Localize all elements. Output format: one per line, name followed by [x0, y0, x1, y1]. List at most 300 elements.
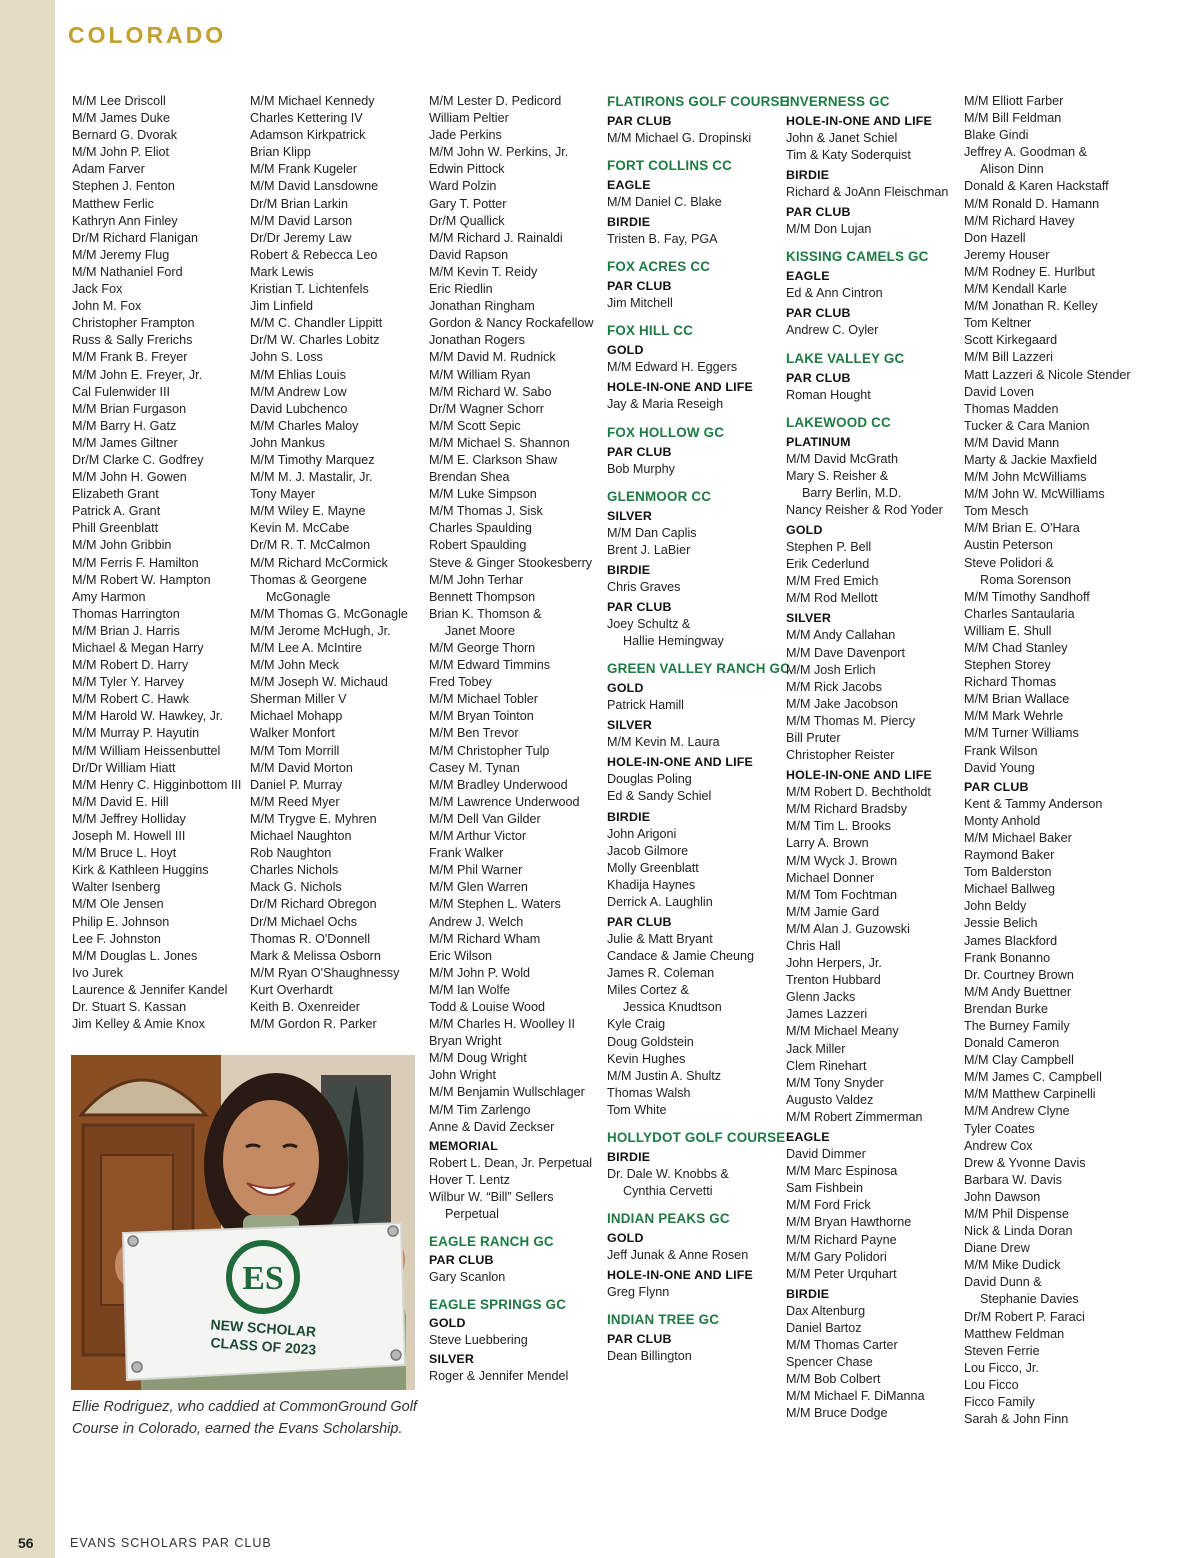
- giving-level: PAR CLUB: [786, 205, 851, 220]
- donor-name: M/M Edward H. Eggers: [607, 360, 738, 375]
- donor-name: Joey Schultz &: [607, 616, 691, 631]
- donor-name: M/M Douglas L. Jones: [72, 948, 198, 963]
- club-heading: FOX ACRES CC: [607, 259, 711, 275]
- donor-name: Bernard G. Dvorak: [72, 128, 177, 143]
- donor-name: M/M John Terhar: [429, 572, 524, 587]
- giving-level: BIRDIE: [786, 1286, 830, 1301]
- donor-name: M/M Ehlias Louis: [250, 367, 346, 382]
- donor-name: Kurt Overhardt: [250, 982, 333, 997]
- donor-name: M/M David Mann: [964, 435, 1060, 450]
- donor-name-continued: Barry Berlin, M.D.: [802, 485, 902, 500]
- donor-name: M/M C. Chandler Lippitt: [250, 316, 383, 331]
- donor-name: M/M Brian Furgason: [72, 401, 187, 416]
- donor-name: M/M John W. Perkins, Jr.: [429, 145, 569, 160]
- donor-name: M/M Brian J. Harris: [72, 623, 180, 638]
- page-number: 56: [18, 1535, 34, 1551]
- donor-name: Tom Balderston: [964, 865, 1052, 880]
- donor-name: M/M John W. McWilliams: [964, 487, 1105, 502]
- donor-name: Donald Cameron: [964, 1036, 1060, 1051]
- donor-name: M/M Tom Morrill: [250, 743, 340, 758]
- donor-name: Charles Kettering IV: [250, 111, 363, 126]
- donor-name: M/M David McGrath: [786, 451, 898, 466]
- giving-level: GOLD: [607, 1231, 644, 1246]
- donor-name: M/M Alan J. Guzowski: [786, 921, 910, 936]
- donor-name: Ficco Family: [964, 1395, 1035, 1410]
- donor-name: Roman Hought: [786, 387, 871, 402]
- giving-level: HOLE-IN-ONE AND LIFE: [607, 380, 754, 395]
- donor-name: M/M Ian Wolfe: [429, 982, 510, 997]
- giving-level: EAGLE: [786, 269, 830, 284]
- donor-name: M/M Benjamin Wullschlager: [429, 1085, 585, 1100]
- donor-name: M/M Marc Espinosa: [786, 1164, 898, 1179]
- donor-name: M/M David Lansdowne: [250, 179, 379, 194]
- donor-name: Michael Donner: [786, 870, 875, 885]
- donor-name-continued: Cynthia Cervetti: [623, 1184, 713, 1199]
- donor-name: Jack Miller: [786, 1041, 846, 1056]
- donor-name: M/M Andy Callahan: [786, 628, 896, 643]
- donor-name: Steven Ferrie: [964, 1343, 1040, 1358]
- donor-name: Erik Cederlund: [786, 557, 870, 572]
- donor-name: M/M Tim L. Brooks: [786, 819, 891, 834]
- donor-name: M/M Bryan Hawthorne: [786, 1215, 912, 1230]
- donor-name: M/M James Duke: [72, 111, 170, 126]
- donor-name: M/M Lester D. Pedicord: [429, 94, 562, 108]
- donor-name-continued: Roma Sorenson: [980, 572, 1072, 587]
- giving-level: PAR CLUB: [786, 370, 851, 385]
- donor-name: Don Hazell: [964, 230, 1026, 245]
- giving-level: PAR CLUB: [607, 914, 672, 929]
- donor-name: Robert Spaulding: [429, 538, 527, 553]
- giving-level: BIRDIE: [607, 215, 651, 230]
- donor-name: M/M Jamie Gard: [786, 904, 880, 919]
- donor-name: M/M Ryan O'Shaughnessy: [250, 965, 400, 980]
- giving-level: BIRDIE: [607, 562, 651, 577]
- donor-name: Charles Nichols: [250, 863, 339, 878]
- donor-name: Dr/M R. T. McCalmon: [250, 538, 371, 553]
- donor-name: Miles Cortez &: [607, 983, 689, 998]
- donor-name: Jeffrey A. Goodman &: [964, 145, 1087, 160]
- donor-name: M/M David Morton: [250, 760, 353, 775]
- donor-name: Laurence & Jennifer Kandel: [72, 982, 228, 997]
- donor-name: M/M Tom Fochtman: [786, 887, 898, 902]
- club-heading: KISSING CAMELS GC: [786, 249, 929, 265]
- giving-level: PAR CLUB: [786, 306, 851, 321]
- donor-name: M/M Thomas G. McGonagle: [250, 606, 408, 621]
- donor-name: Jade Perkins: [429, 128, 502, 143]
- donor-name: M/M Bradley Underwood: [429, 777, 568, 792]
- donor-name: M/M Andrew Clyne: [964, 1104, 1070, 1119]
- donor-name: Gordon & Nancy Rockafellow: [429, 316, 594, 331]
- donor-name: M/M Robert D. Bechtholdt: [786, 785, 931, 800]
- donor-name: M/M Phil Dispense: [964, 1207, 1069, 1221]
- donor-name: Nick & Linda Doran: [964, 1224, 1073, 1239]
- donor-name-continued: McGonagle: [266, 589, 331, 604]
- donor-name: Stephen J. Fenton: [72, 179, 175, 194]
- donor-name: John Beldy: [964, 899, 1027, 914]
- donor-name: M/M Ford Frick: [786, 1198, 871, 1213]
- donor-name: Frank Walker: [429, 846, 504, 861]
- donor-name: M/M M. J. Mastalir, Jr.: [250, 470, 373, 485]
- donor-name: M/M Fred Emich: [786, 574, 879, 589]
- giving-level: HOLE-IN-ONE AND LIFE: [607, 1268, 754, 1283]
- donor-name: Sarah & John Finn: [964, 1412, 1069, 1427]
- donor-name: Tony Mayer: [250, 487, 316, 502]
- donor-name: Joseph M. Howell III: [72, 829, 186, 844]
- donor-name: David Loven: [964, 384, 1035, 399]
- donor-name: Kyle Craig: [607, 1017, 666, 1032]
- donor-name: M/M Dave Davenport: [786, 645, 905, 660]
- donor-name: M/M Nathaniel Ford: [72, 264, 183, 279]
- donor-name: Michael & Megan Harry: [72, 641, 204, 655]
- donor-name: Steve Polidori &: [964, 555, 1054, 570]
- donor-name: David Dimmer: [786, 1147, 866, 1162]
- donor-name: Thomas Walsh: [607, 1085, 691, 1100]
- club-heading: INVERNESS GC: [786, 94, 890, 109]
- donor-name: M/M Frank Kugeler: [250, 162, 358, 177]
- donor-name: Michael Mohapp: [250, 709, 343, 724]
- donor-name: Tom White: [607, 1102, 667, 1117]
- donor-name: Kathryn Ann Finley: [72, 213, 178, 228]
- donor-name: John & Janet Schiel: [786, 131, 898, 145]
- donor-name: M/M Elliott Farber: [964, 94, 1064, 108]
- donor-name: M/M Richard McCormick: [250, 555, 388, 570]
- donor-name: Christopher Reister: [786, 748, 895, 763]
- giving-level: BIRDIE: [607, 1150, 651, 1164]
- donor-name: James R. Coleman: [607, 966, 715, 981]
- donor-name: Thomas R. O'Donnell: [250, 931, 370, 946]
- donor-name: M/M Clay Campbell: [964, 1053, 1074, 1068]
- donor-name: Daniel Bartoz: [786, 1320, 862, 1335]
- donor-name-continued: Hallie Hemingway: [623, 634, 724, 649]
- donor-name: M/M Ferris F. Hamilton: [72, 555, 199, 570]
- donor-name: M/M Michael S. Shannon: [429, 435, 570, 450]
- donor-name: M/M Richard Wham: [429, 931, 541, 946]
- club-heading: EAGLE SPRINGS GC: [429, 1297, 567, 1313]
- donor-name: M/M Peter Urquhart: [786, 1266, 897, 1281]
- donor-name: Donald & Karen Hackstaff: [964, 179, 1109, 194]
- donor-name: M/M Lawrence Underwood: [429, 794, 580, 809]
- donor-name: Chris Hall: [786, 939, 841, 953]
- club-heading: INDIAN PEAKS GC: [607, 1211, 730, 1227]
- donor-name: M/M Tim Zarlengo: [429, 1102, 531, 1117]
- donor-name: Brian Klipp: [250, 145, 311, 160]
- donor-name: Cal Fulenwider III: [72, 384, 170, 399]
- donor-name: M/M Michael Kennedy: [250, 94, 375, 108]
- donor-name: M/M Richard W. Sabo: [429, 384, 552, 399]
- donor-name: Andrew J. Welch: [429, 914, 524, 929]
- donor-name: Kevin M. McCabe: [250, 521, 350, 536]
- donor-name: M/M Thomas J. Sisk: [429, 504, 543, 519]
- giving-level: PAR CLUB: [429, 1253, 494, 1268]
- donor-name: Dr/M W. Charles Lobitz: [250, 333, 380, 348]
- donor-name: Spencer Chase: [786, 1355, 873, 1370]
- donor-name: M/M Michael Meany: [786, 1024, 899, 1039]
- donor-name: M/M James Giltner: [72, 435, 178, 450]
- donor-name: Tristen B. Fay, PGA: [607, 232, 718, 247]
- donor-column-4: [607, 93, 790, 1365]
- donor-name: M/M Barry H. Gatz: [72, 418, 177, 433]
- donor-name: William Peltier: [429, 111, 509, 126]
- donor-name: Lou Ficco: [964, 1377, 1019, 1392]
- donor-name: M/M Bill Lazzeri: [964, 350, 1053, 365]
- donor-name: M/M Rodney E. Hurlbut: [964, 264, 1095, 279]
- donor-name: James Lazzeri: [786, 1007, 868, 1022]
- donor-name: Monty Anhold: [964, 813, 1041, 828]
- donor-name: M/M Michael Tobler: [429, 692, 538, 707]
- donor-name: Doug Goldstein: [607, 1034, 694, 1049]
- donor-name: M/M Charles H. Woolley II: [429, 1017, 576, 1032]
- donor-name: Clem Rinehart: [786, 1058, 867, 1073]
- giving-level: SILVER: [429, 1352, 475, 1367]
- donor-name: Sherman Miller V: [250, 692, 347, 707]
- donor-name: Kent & Tammy Anderson: [964, 796, 1103, 811]
- donor-name: M/M Robert D. Harry: [72, 658, 189, 673]
- donor-name: M/M John Meck: [250, 658, 339, 673]
- donor-name: Ivo Jurek: [72, 965, 124, 980]
- donor-name: Jessie Belich: [964, 916, 1038, 931]
- donor-name: M/M Rick Jacobs: [786, 679, 882, 694]
- donor-name: M/M Richard Bradsby: [786, 802, 908, 817]
- donor-name: Douglas Poling: [607, 772, 692, 787]
- donor-name: Mary S. Reisher &: [786, 468, 889, 483]
- giving-level: PAR CLUB: [964, 779, 1029, 794]
- donor-name: M/M Richard Payne: [786, 1232, 897, 1247]
- scholar-photo-illustration: [71, 1055, 415, 1390]
- donor-name: Augusto Valdez: [786, 1092, 874, 1107]
- donor-name: Mack G. Nichols: [250, 880, 342, 895]
- club-heading: LAKEWOOD CC: [786, 414, 891, 430]
- donor-name: Barbara W. Davis: [964, 1172, 1062, 1187]
- donor-name: Dr/M Wagner Schorr: [429, 401, 544, 416]
- donor-name: Tyler Coates: [964, 1121, 1035, 1136]
- donor-name: Glenn Jacks: [786, 990, 856, 1005]
- donor-name: M/M Robert W. Hampton: [72, 572, 211, 587]
- donor-name: M/M Jeremy Flug: [72, 247, 170, 262]
- donor-name-continued: Stephanie Davies: [980, 1292, 1079, 1307]
- donor-name: M/M Dan Caplis: [607, 525, 697, 540]
- donor-name-continued: Jessica Knudtson: [623, 1000, 722, 1015]
- donor-name: M/M Wiley E. Mayne: [250, 504, 366, 519]
- giving-level: GOLD: [429, 1316, 466, 1331]
- donor-name: M/M Bruce L. Hoyt: [72, 846, 177, 861]
- donor-name: M/M Doug Wright: [429, 1051, 527, 1066]
- donor-name: M/M David Larson: [250, 213, 353, 228]
- donor-name: Keith B. Oxenreider: [250, 999, 360, 1014]
- donor-name: Matthew Feldman: [964, 1326, 1065, 1341]
- donor-name: M/M Tyler Y. Harvey: [72, 675, 184, 690]
- donor-name: M/M Kevin T. Reidy: [429, 264, 538, 279]
- giving-level: BIRDIE: [607, 809, 651, 824]
- donor-name: Dr. Courtney Brown: [964, 967, 1074, 982]
- donor-name: M/M Gary Polidori: [786, 1249, 887, 1264]
- donor-name: M/M E. Clarkson Shaw: [429, 452, 558, 467]
- donor-name: Brendan Burke: [964, 1001, 1049, 1016]
- donor-name: Todd & Louise Wood: [429, 999, 545, 1014]
- donor-name: Jonathan Rogers: [429, 333, 525, 348]
- donor-name-continued: Alison Dinn: [980, 162, 1044, 177]
- donor-name: Bob Murphy: [607, 461, 675, 476]
- donor-name: James Blackford: [964, 933, 1058, 948]
- donor-name: M/M Trygve E. Myhren: [250, 811, 377, 826]
- donor-name: Dr/M Michael Ochs: [250, 914, 358, 929]
- donor-name: Blake Gindi: [964, 128, 1029, 143]
- donor-name: Robert & Rebecca Leo: [250, 247, 378, 262]
- donor-name: David Young: [964, 760, 1035, 775]
- donor-name: M/M Charles Maloy: [250, 418, 359, 433]
- donor-name: M/M Bob Colbert: [786, 1372, 881, 1387]
- donor-name: Gary Scanlon: [429, 1270, 506, 1285]
- donor-name: Jim Mitchell: [607, 296, 673, 311]
- donor-name: Jim Kelley & Amie Knox: [72, 1017, 205, 1032]
- donor-name: Philip E. Johnson: [72, 914, 170, 929]
- donor-name: Kirk & Kathleen Huggins: [72, 863, 209, 878]
- donor-name: M/M David E. Hill: [72, 794, 169, 809]
- giving-level: MEMORIAL: [429, 1138, 499, 1153]
- donor-column-3: [429, 93, 594, 1385]
- giving-level: EAGLE: [786, 1130, 830, 1145]
- donor-name: M/M George Thorn: [429, 641, 536, 655]
- donor-name: Gary T. Potter: [429, 196, 507, 211]
- donor-name: M/M Joseph W. Michaud: [250, 675, 388, 690]
- club-heading: FOX HILL CC: [607, 323, 694, 339]
- donor-name: Brian K. Thomson &: [429, 606, 542, 621]
- donor-name: Lou Ficco, Jr.: [964, 1360, 1039, 1375]
- scholar-photo: [71, 1055, 415, 1390]
- donor-name: Brent J. LaBier: [607, 542, 691, 557]
- donor-name: M/M John P. Eliot: [72, 145, 170, 160]
- donor-name: Jonathan Ringham: [429, 299, 535, 314]
- giving-level: EAGLE: [607, 178, 651, 193]
- donor-name: Ed & Sandy Schiel: [607, 789, 712, 804]
- donor-name: Kristian T. Lichtenfels: [250, 282, 369, 297]
- giving-level: BIRDIE: [786, 168, 830, 183]
- donor-name: Jeff Junak & Anne Rosen: [607, 1248, 749, 1263]
- donor-name: Jack Fox: [72, 282, 123, 297]
- club-heading: FOX HOLLOW GC: [607, 424, 725, 440]
- donor-name: M/M Kevin M. Laura: [607, 735, 720, 750]
- side-band: [0, 0, 55, 1558]
- donor-name: M/M Jeffrey Holliday: [72, 811, 186, 826]
- donor-name: Chris Graves: [607, 579, 681, 594]
- donor-name: Dr/M Robert P. Faraci: [964, 1309, 1085, 1324]
- donor-name-continued: Perpetual: [445, 1207, 499, 1221]
- club-heading: LAKE VALLEY GC: [786, 350, 905, 366]
- donor-name: Adam Farver: [72, 162, 145, 177]
- donor-name: Sam Fishbein: [786, 1181, 863, 1196]
- donor-name-continued: Janet Moore: [445, 623, 516, 638]
- donor-name: Larry A. Brown: [786, 836, 869, 851]
- donor-column-1: [72, 93, 241, 1033]
- donor-name: M/M Michael Baker: [964, 830, 1072, 845]
- donor-name: Dean Billington: [607, 1349, 692, 1364]
- donor-name: Elizabeth Grant: [72, 487, 159, 502]
- donor-name: Diane Drew: [964, 1241, 1030, 1256]
- donor-name: Hover T. Lentz: [429, 1172, 510, 1187]
- donor-name: Jay & Maria Reseigh: [607, 397, 724, 412]
- giving-level: GOLD: [786, 523, 823, 538]
- donor-name: Thomas Madden: [964, 401, 1059, 416]
- giving-level: GOLD: [607, 343, 644, 358]
- donor-name: The Burney Family: [964, 1018, 1070, 1033]
- donor-name: Candace & Jamie Cheung: [607, 949, 755, 964]
- donor-name: Patrick A. Grant: [72, 504, 161, 519]
- donor-name: M/M Thomas M. Piercy: [786, 713, 916, 728]
- donor-name: Ward Polzin: [429, 179, 497, 194]
- donor-name: M/M Jake Jacobson: [786, 696, 898, 711]
- donor-name: M/M Bryan Tointon: [429, 709, 534, 724]
- donor-name: M/M John E. Freyer, Jr.: [72, 367, 203, 382]
- donor-name: M/M Wyck J. Brown: [786, 853, 898, 868]
- donor-name: Wilbur W. “Bill” Sellers: [429, 1189, 554, 1204]
- donor-name: M/M Mark Wehrle: [964, 709, 1064, 724]
- donor-name: Ed & Ann Cintron: [786, 286, 883, 301]
- donor-name: M/M Mike Dudick: [964, 1258, 1061, 1273]
- donor-name: M/M William Heissenbuttel: [72, 743, 221, 758]
- donor-name: M/M Murray P. Hayutin: [72, 726, 200, 741]
- donor-name: M/M Glen Warren: [429, 880, 528, 895]
- donor-name: Casey M. Tynan: [429, 760, 520, 775]
- donor-name: M/M John P. Wold: [429, 965, 531, 980]
- donor-name: John Mankus: [250, 435, 325, 450]
- giving-level: SILVER: [607, 508, 653, 523]
- donor-name: Robert L. Dean, Jr. Perpetual: [429, 1155, 593, 1170]
- donor-name: Dr/Dr Jeremy Law: [250, 230, 352, 245]
- donor-name: John S. Loss: [250, 350, 323, 365]
- donor-name: Dr/M Brian Larkin: [250, 196, 348, 211]
- footer-label: EVANS SCHOLARS PAR CLUB: [70, 1536, 272, 1550]
- donor-column-2: [250, 93, 408, 1033]
- donor-name: Dr/M Quallick: [429, 213, 505, 228]
- donor-name: Edwin Pittock: [429, 162, 505, 177]
- donor-name: Steve Luebbering: [429, 1333, 528, 1348]
- donor-name: Matthew Ferlic: [72, 196, 154, 211]
- donor-name: Thomas & Georgene: [250, 572, 367, 587]
- donor-name: Greg Flynn: [607, 1285, 670, 1300]
- donor-name: Dr. Stuart S. Kassan: [72, 999, 187, 1014]
- donor-name: Anne & David Zeckser: [429, 1119, 555, 1134]
- donor-name: M/M Edward Timmins: [429, 658, 551, 673]
- club-heading: FLATIRONS GOLF COURSE: [607, 94, 789, 109]
- donor-name: M/M Gordon R. Parker: [250, 1017, 377, 1032]
- giving-level: PAR CLUB: [607, 599, 672, 614]
- state-title: COLORADO: [68, 22, 227, 48]
- donor-name: M/M Luke Simpson: [429, 487, 537, 502]
- donor-name: Dr. Dale W. Knobbs &: [607, 1167, 729, 1181]
- donor-name: Tim & Katy Soderquist: [786, 148, 911, 163]
- giving-level: SILVER: [607, 718, 653, 733]
- donor-name: M/M Harold W. Hawkey, Jr.: [72, 709, 223, 724]
- donor-name: M/M Lee Driscoll: [72, 94, 166, 108]
- donor-name: Bryan Wright: [429, 1034, 502, 1049]
- donor-name: Mark & Melissa Osborn: [250, 948, 381, 963]
- donor-name: M/M Andrew Low: [250, 384, 347, 399]
- donor-name: Scott Kirkegaard: [964, 333, 1058, 348]
- donor-name: David Rapson: [429, 247, 509, 262]
- donor-name: Roger & Jennifer Mendel: [429, 1369, 569, 1384]
- donor-name: Charles Santaularia: [964, 606, 1075, 621]
- donor-name: Michael Ballweg: [964, 882, 1055, 897]
- donor-name: Jeremy Houser: [964, 247, 1050, 262]
- donor-name: M/M Kendall Karle: [964, 282, 1067, 297]
- donor-name: M/M Jonathan R. Kelley: [964, 299, 1098, 314]
- donor-name: Stephen P. Bell: [786, 540, 872, 555]
- donor-name: Tucker & Cara Manion: [964, 418, 1090, 433]
- donor-column-5: [786, 93, 948, 1422]
- donor-name: Lee F. Johnston: [72, 931, 161, 946]
- donor-name: Bennett Thompson: [429, 589, 536, 604]
- donor-name: Raymond Baker: [964, 848, 1055, 863]
- donor-name: Rob Naughton: [250, 846, 332, 861]
